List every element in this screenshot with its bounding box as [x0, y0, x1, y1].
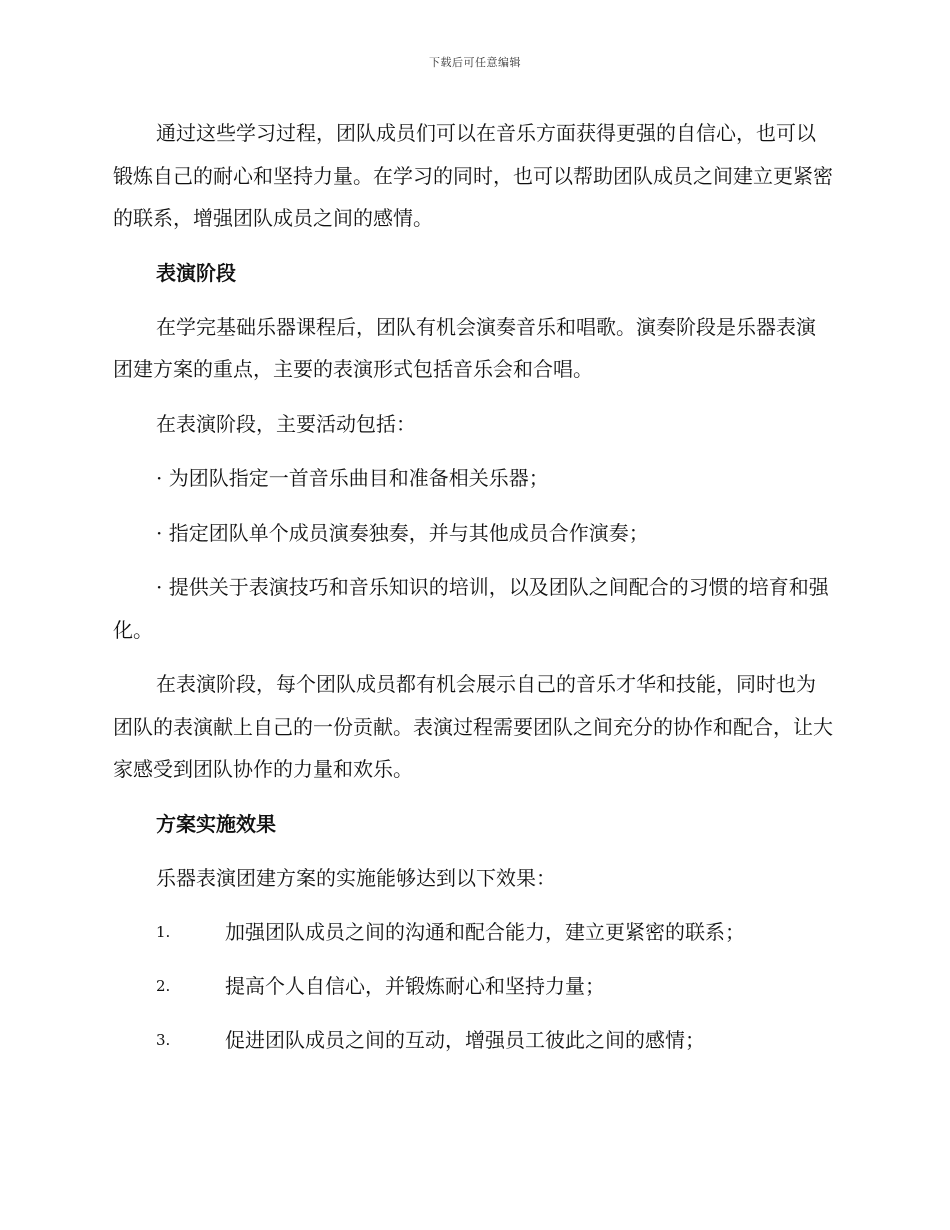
- list-number: 1.: [156, 923, 171, 941]
- list-item-text: 促进团队成员之间的互动，增强员工彼此之间的感情；: [225, 1028, 705, 1052]
- paragraph-effects-intro: 乐器表演团建方案的实施能够达到以下效果：: [156, 865, 556, 890]
- paragraph-performance-summary: 在表演阶段，每个团队成员都有机会展示自己的音乐才华和技能，同时也为团队的表演献上自己的一份贡献。表演过程需要团队之间充分的协作和配合，让大家感受到团队协作的力量和欢乐。: [113, 672, 833, 781]
- list-number: 2.: [156, 977, 171, 995]
- list-item-text: 加强团队成员之间的沟通和配合能力，建立更紧密的联系；: [225, 920, 745, 944]
- section-heading-effects: 方案实施效果: [156, 811, 276, 836]
- paragraph-performance-intro: 在学完基础乐器课程后，团队有机会演奏音乐和唱歌。演奏阶段是乐器表演团建方案的重点，主要的表演形式包括音乐会和合唱。: [113, 314, 816, 381]
- paragraph-learning-benefits: 通过这些学习过程，团队成员们可以在音乐方面获得更强的自信心，也可以锻炼自己的耐心和坚持力量。在学习的同时，也可以帮助团队成员之间建立更紧密的联系，增强团队成员之间的感情。: [113, 121, 833, 230]
- bullet-item: · 为团队指定一首音乐曲目和准备相关乐器；: [156, 466, 549, 490]
- document-body: [113, 112, 833, 1073]
- section-heading-performance: 表演阶段: [156, 260, 236, 285]
- numbered-item: [113, 965, 833, 1007]
- page-header: 下载后可任意编辑: [429, 56, 521, 69]
- list-item-text: 提高个人自信心，并锻炼耐心和坚持力量；: [225, 974, 605, 998]
- bullet-item: · 提供关于表演技巧和音乐知识的培训，以及团队之间配合的习惯的培育和强化。: [113, 575, 829, 642]
- paragraph-activities-intro: 在表演阶段，主要活动包括：: [156, 411, 416, 436]
- numbered-item: [113, 1019, 833, 1061]
- bullet-item: · 指定团队单个成员演奏独奏，并与其他成员合作演奏；: [156, 520, 649, 545]
- list-number: 3.: [156, 1031, 171, 1049]
- numbered-item: [113, 911, 833, 953]
